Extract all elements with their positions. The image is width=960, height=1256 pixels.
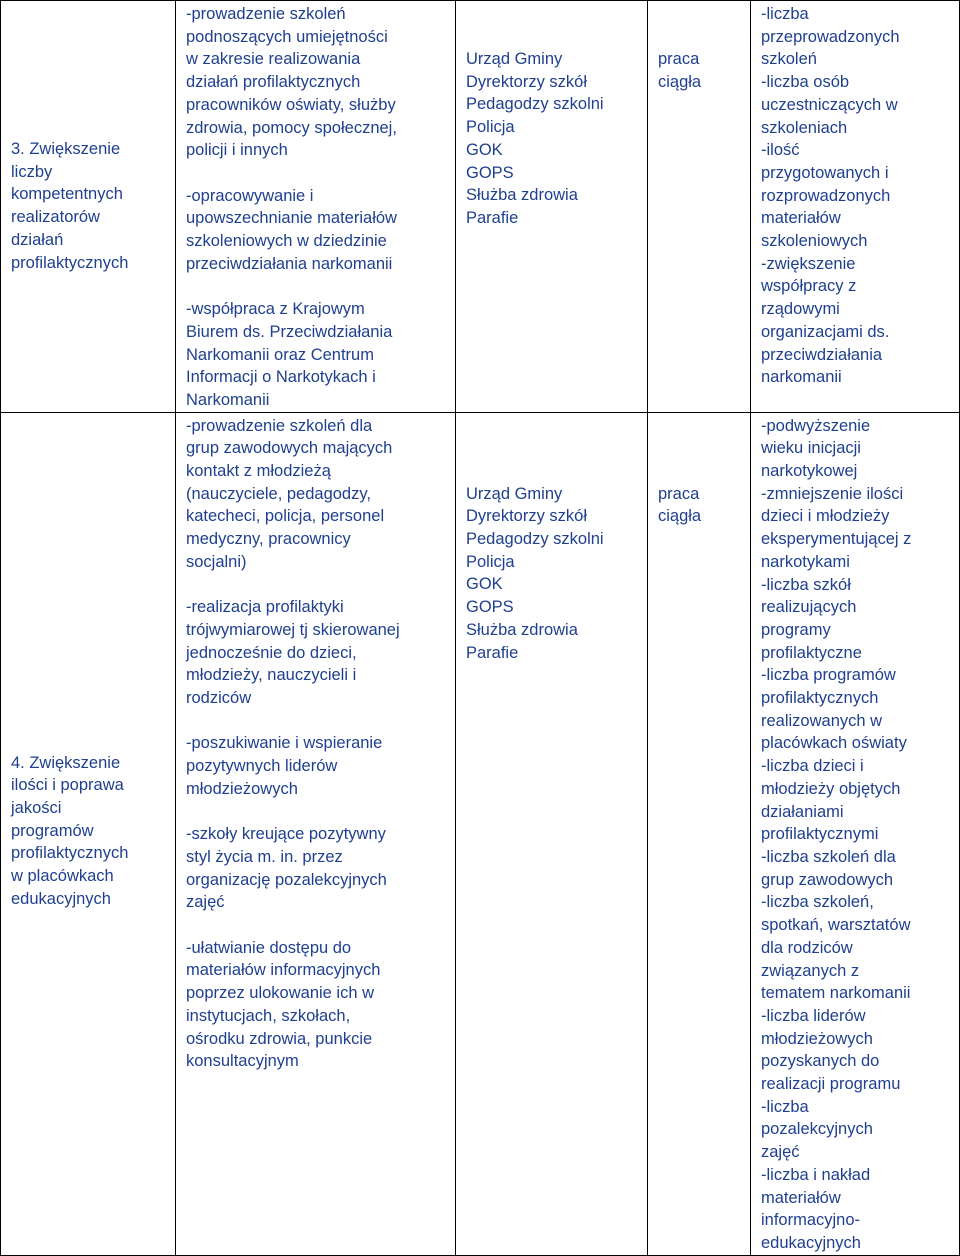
text-line: materiałów (761, 1188, 841, 1207)
text-line: ośrodku zdrowia, punkcie (186, 1029, 373, 1048)
text-line: podnoszących umiejętności (186, 27, 388, 46)
text-line: grup zawodowych mających (186, 439, 393, 458)
text-line: tematem narkomanii (761, 984, 911, 1003)
text-line: szkoleniowych (761, 232, 868, 251)
text-line: -liczba szkoleń, (761, 893, 874, 912)
text-line: Parafie (466, 643, 519, 662)
indicators-cell (751, 1, 960, 413)
text-line: materiałów (761, 209, 841, 228)
text-line: policji i innych (186, 141, 288, 160)
text-line: wieku inicjacji (761, 439, 861, 458)
text-line: ilości i poprawa (11, 776, 124, 795)
text-line: przeciwdziałania narkomanii (186, 254, 393, 273)
text-line: Dyrektorzy szkół (466, 72, 588, 91)
text-line: placówkach oświaty (761, 734, 907, 753)
goal-text (1, 413, 175, 911)
text-line: GOPS (466, 598, 514, 617)
text-line: ciągła (658, 72, 702, 91)
text-line: zajęć (761, 1143, 800, 1162)
text-line: grup zawodowych (761, 870, 894, 889)
text-line: organizację pozalekcyjnych (186, 870, 387, 889)
text-line: Policja (466, 118, 515, 137)
text-line: rodziców (186, 689, 252, 708)
text-line: edukacyjnych (761, 1233, 861, 1252)
text-line: -liczba szkoleń dla (761, 847, 896, 866)
term-cell (648, 412, 751, 1255)
text-line: -liczba liderów (761, 1006, 866, 1025)
text-line: programy (761, 620, 831, 639)
text-line: kompetentnych (11, 185, 123, 204)
text-line: konsultacyjnym (186, 1052, 299, 1071)
text-line: profilaktycznych (11, 253, 129, 272)
text-line: praca (658, 50, 700, 68)
text-line: szkoleniach (761, 118, 848, 137)
text-line: działań (11, 230, 64, 249)
goal-cell (1, 1, 176, 413)
text-line: dzieci i młodzieży (761, 507, 890, 526)
indicators-text (751, 1, 959, 389)
text-line: ciągła (658, 507, 702, 526)
text-line: narkomanii (761, 368, 842, 387)
text-line: młodzieży objętych (761, 779, 901, 798)
text-line: -prowadzenie szkoleń dla (186, 416, 373, 435)
text-line: pozyskanych do (761, 1052, 880, 1071)
table-row-goal-3 (1, 1, 960, 413)
text-line: GOPS (466, 163, 514, 182)
text-line: rozprowadzonych (761, 186, 891, 205)
text-line: -ułatwianie dostępu do (186, 938, 352, 957)
text-line: materiałów informacyjnych (186, 961, 381, 980)
text-line: uczestniczących w (761, 95, 898, 114)
term-text (648, 1, 750, 93)
text-line: -ilość (761, 141, 800, 160)
text-line: -liczba i nakład (761, 1165, 871, 1184)
text-line: organizacjami ds. (761, 322, 890, 341)
text-line: młodzieży, nauczycieli i (186, 666, 357, 685)
partners-text (456, 1, 647, 230)
text-line: działań profilaktycznych (186, 73, 361, 92)
text-line: -liczba szkół (761, 575, 851, 594)
activities-text (176, 1, 455, 412)
text-line: działaniami (761, 802, 844, 821)
spacer (186, 914, 449, 937)
text-line: instytucjach, szkołach, (186, 1006, 351, 1025)
text-line: GOK (466, 140, 503, 159)
text-line: przeprowadzonych (761, 27, 900, 46)
text-line: Dyrektorzy szkół (466, 507, 588, 526)
text-line: medyczny, pracownicy (186, 530, 351, 549)
text-line: Biurem ds. Przeciwdziałania (186, 322, 393, 341)
text-line: profilaktycznych (761, 689, 879, 708)
spacer (186, 801, 449, 824)
text-line: trójwymiarowej tj skierowanej (186, 620, 400, 639)
text-line: spotkań, warsztatów (761, 916, 911, 935)
indicators-cell (751, 412, 960, 1255)
partners-cell (456, 412, 648, 1255)
activities-text (176, 413, 455, 1073)
text-line: upowszechnianie materiałów (186, 209, 397, 228)
text-line: Służba zdrowia (466, 620, 578, 639)
text-line: -liczba (761, 5, 809, 23)
text-line: pozytywnych liderów (186, 757, 338, 776)
text-line: -poszukiwanie i wspieranie (186, 734, 383, 753)
text-line: liczby (11, 162, 53, 181)
text-line: dla rodziców (761, 938, 853, 957)
text-line: 4. Zwiększenie (11, 753, 121, 772)
text-line: narkotykami (761, 552, 850, 571)
text-line: -zwiększenie (761, 254, 856, 273)
text-line: realizatorów (11, 208, 100, 227)
text-line: młodzieżowych (761, 1029, 873, 1048)
text-line: w placówkach (11, 867, 114, 886)
text-line: profilaktyczne (761, 643, 862, 662)
text-line: zdrowia, pomocy społecznej, (186, 118, 397, 137)
table-row-goal-4 (1, 412, 960, 1255)
text-line: -prowadzenie szkoleń (186, 5, 346, 23)
text-line: -realizacja profilaktyki (186, 598, 344, 617)
text-line: jednocześnie do dzieci, (186, 643, 357, 662)
text-line: narkotykowej (761, 462, 858, 481)
text-line: związanych z (761, 961, 860, 980)
text-line: Urząd Gminy (466, 484, 563, 503)
text-line: -liczba dzieci i (761, 757, 864, 776)
text-line: profilaktycznych (11, 844, 129, 863)
text-line: rządowymi (761, 300, 840, 319)
text-line: edukacyjnych (11, 889, 111, 908)
text-line: kontakt z młodzieżą (186, 462, 331, 481)
text-line: szkoleń (761, 50, 817, 69)
goal-cell (1, 412, 176, 1255)
term-text (648, 413, 750, 528)
text-line: przygotowanych i (761, 163, 889, 182)
text-line: Urząd Gminy (466, 50, 563, 68)
text-line: informacyjno- (761, 1211, 861, 1230)
text-line: zajęć (186, 893, 225, 912)
text-line: pozalekcyjnych (761, 1120, 873, 1139)
text-line: realizowanych w (761, 711, 883, 730)
text-line: -podwyższenie (761, 416, 871, 435)
text-line: -zmniejszenie ilości (761, 484, 904, 503)
text-line: w zakresie realizowania (186, 50, 361, 69)
text-line: -liczba programów (761, 666, 896, 685)
indicators-text (751, 413, 959, 1255)
text-line: Pedagodzy szkolni (466, 530, 604, 549)
spacer (186, 162, 449, 185)
spacer (186, 275, 449, 298)
spacer (186, 574, 449, 597)
text-line: Informacji o Narkotykach i (186, 368, 376, 387)
text-line: -opracowywanie i (186, 186, 314, 205)
text-line: Narkomanii oraz Centrum (186, 345, 374, 364)
partners-text (456, 413, 647, 665)
text-line: katecheci, policja, personel (186, 507, 385, 526)
text-line: pracowników oświaty, służby (186, 95, 396, 114)
text-line: socjalni) (186, 552, 247, 571)
partners-cell (456, 1, 648, 413)
text-line: jakości (11, 799, 62, 818)
text-line: realizujących (761, 598, 857, 617)
text-line: -szkoły kreujące pozytywny (186, 825, 386, 844)
text-line: GOK (466, 575, 503, 594)
text-line: młodzieżowych (186, 779, 298, 798)
text-line: Służba zdrowia (466, 186, 578, 205)
text-line: programów (11, 821, 94, 840)
text-line: współpracy z (761, 277, 857, 296)
text-line: Narkomanii (186, 390, 270, 409)
text-line: (nauczyciele, pedagodzy, (186, 484, 371, 503)
spacer (186, 710, 449, 733)
text-line: szkoleniowych w dziedzinie (186, 232, 387, 251)
text-line: -liczba osób (761, 73, 850, 92)
text-line: styl życia m. in. przez (186, 847, 343, 866)
activities-cell (176, 412, 456, 1255)
text-line: Policja (466, 552, 515, 571)
text-line: Pedagodzy szkolni (466, 95, 604, 114)
text-line: realizacji programu (761, 1075, 901, 1094)
text-line: 3. Zwiększenie (11, 140, 121, 158)
goal-text (1, 1, 175, 274)
activities-cell (176, 1, 456, 413)
text-line: -liczba (761, 1097, 809, 1116)
text-line: praca (658, 484, 700, 503)
term-cell (648, 1, 751, 413)
text-line: Parafie (466, 208, 519, 227)
text-line: profilaktycznymi (761, 825, 879, 844)
text-line: eksperymentującej z (761, 530, 912, 549)
text-line: poprzez ulokowanie ich w (186, 984, 375, 1003)
text-line: przeciwdziałania (761, 345, 883, 364)
text-line: -współpraca z Krajowym (186, 300, 365, 319)
